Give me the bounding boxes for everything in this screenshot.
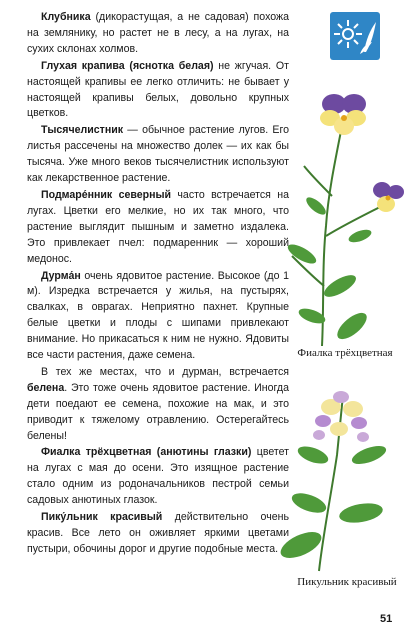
term: Пику́льник красивый bbox=[41, 511, 163, 524]
paragraph-text: . Это тоже очень ядовитое растение. Иногда дети поедают ее семена, похожие на мак, и это приводит к тяжелому отравлению. Остерегайтесь белены! bbox=[27, 381, 289, 442]
paragraph-text: цветет на лугах с мая до осени. Это изящное растение стало одним из родоначальников пестрой семьи садовых анютиных глазок. bbox=[27, 446, 289, 507]
paragraph-text: (дикорастущая, а не садовая) похожа на землянику, но растет не в лесу, а на лугах, на сухих склонах холмов. bbox=[27, 11, 289, 55]
hempnettle-illustration bbox=[279, 385, 405, 575]
violet-illustration bbox=[282, 86, 404, 356]
term: Дурма́н bbox=[41, 269, 81, 282]
flower-icon bbox=[330, 12, 380, 60]
hempnettle-caption: Пикульник красивый bbox=[297, 576, 397, 588]
term: Глухая крапива (яснотка белая) bbox=[41, 59, 214, 72]
paragraph-yarrow bbox=[27, 123, 289, 187]
paragraph-datura bbox=[27, 269, 289, 364]
term: Фиалка трёхцветная (анютины глазки) bbox=[41, 446, 252, 459]
paragraph-bedstraw bbox=[27, 188, 289, 268]
term: Клубника bbox=[41, 11, 91, 23]
paragraph-henbane bbox=[27, 365, 289, 445]
term: Тысячелистник bbox=[41, 124, 124, 137]
article-text bbox=[27, 10, 289, 559]
paragraph-violet bbox=[27, 445, 289, 509]
paragraph-deadnettle bbox=[27, 59, 289, 123]
paragraph-text: часто встречается на лугах. Цветки его мелкие, но их так много, что растение выглядит пышным и заметно издалека. Это привлекает пчел: подмаренник — хороший медонос. bbox=[27, 188, 289, 265]
paragraph-strawberry bbox=[27, 10, 289, 58]
paragraph-text: В тех же местах, что и дурман, встречается bbox=[41, 365, 289, 378]
violet-caption: Фиалка трёхцветная bbox=[297, 347, 393, 359]
paragraph-text: очень ядовитое растение. Высокое (до 1 м). Изредка встречается у жилья, на пустырях, свалках, в оврагах. Неприятно пахнет. Крупные белые цветки и плоды с шипами привлекают внимание. Но прикасаться к ним не нужно. Ядовиты все части растения, даже семена. bbox=[27, 269, 289, 362]
term: Подмаре́нник северный bbox=[41, 188, 172, 201]
section-badge bbox=[330, 12, 380, 60]
paragraph-text: не жгучая. От настоящей крапивы ее легко отличить: не бывает у настоящей крапивы белых, довольно крупных цветков. bbox=[27, 59, 289, 120]
paragraph-text: — обычное растение лугов. Его листья рассечены на множество долек — их как бы тысяча. Уже много веков тысячелистник используют как лекарственное растение. bbox=[27, 124, 289, 185]
page-number: 51 bbox=[380, 613, 393, 625]
paragraph-text: действительно очень красив. Все лето он оживляет яркими цветами пустыри, обочины дорог и другие подобные места. bbox=[27, 511, 289, 555]
paragraph-hempnettle bbox=[27, 510, 289, 558]
term: белена bbox=[27, 381, 65, 394]
